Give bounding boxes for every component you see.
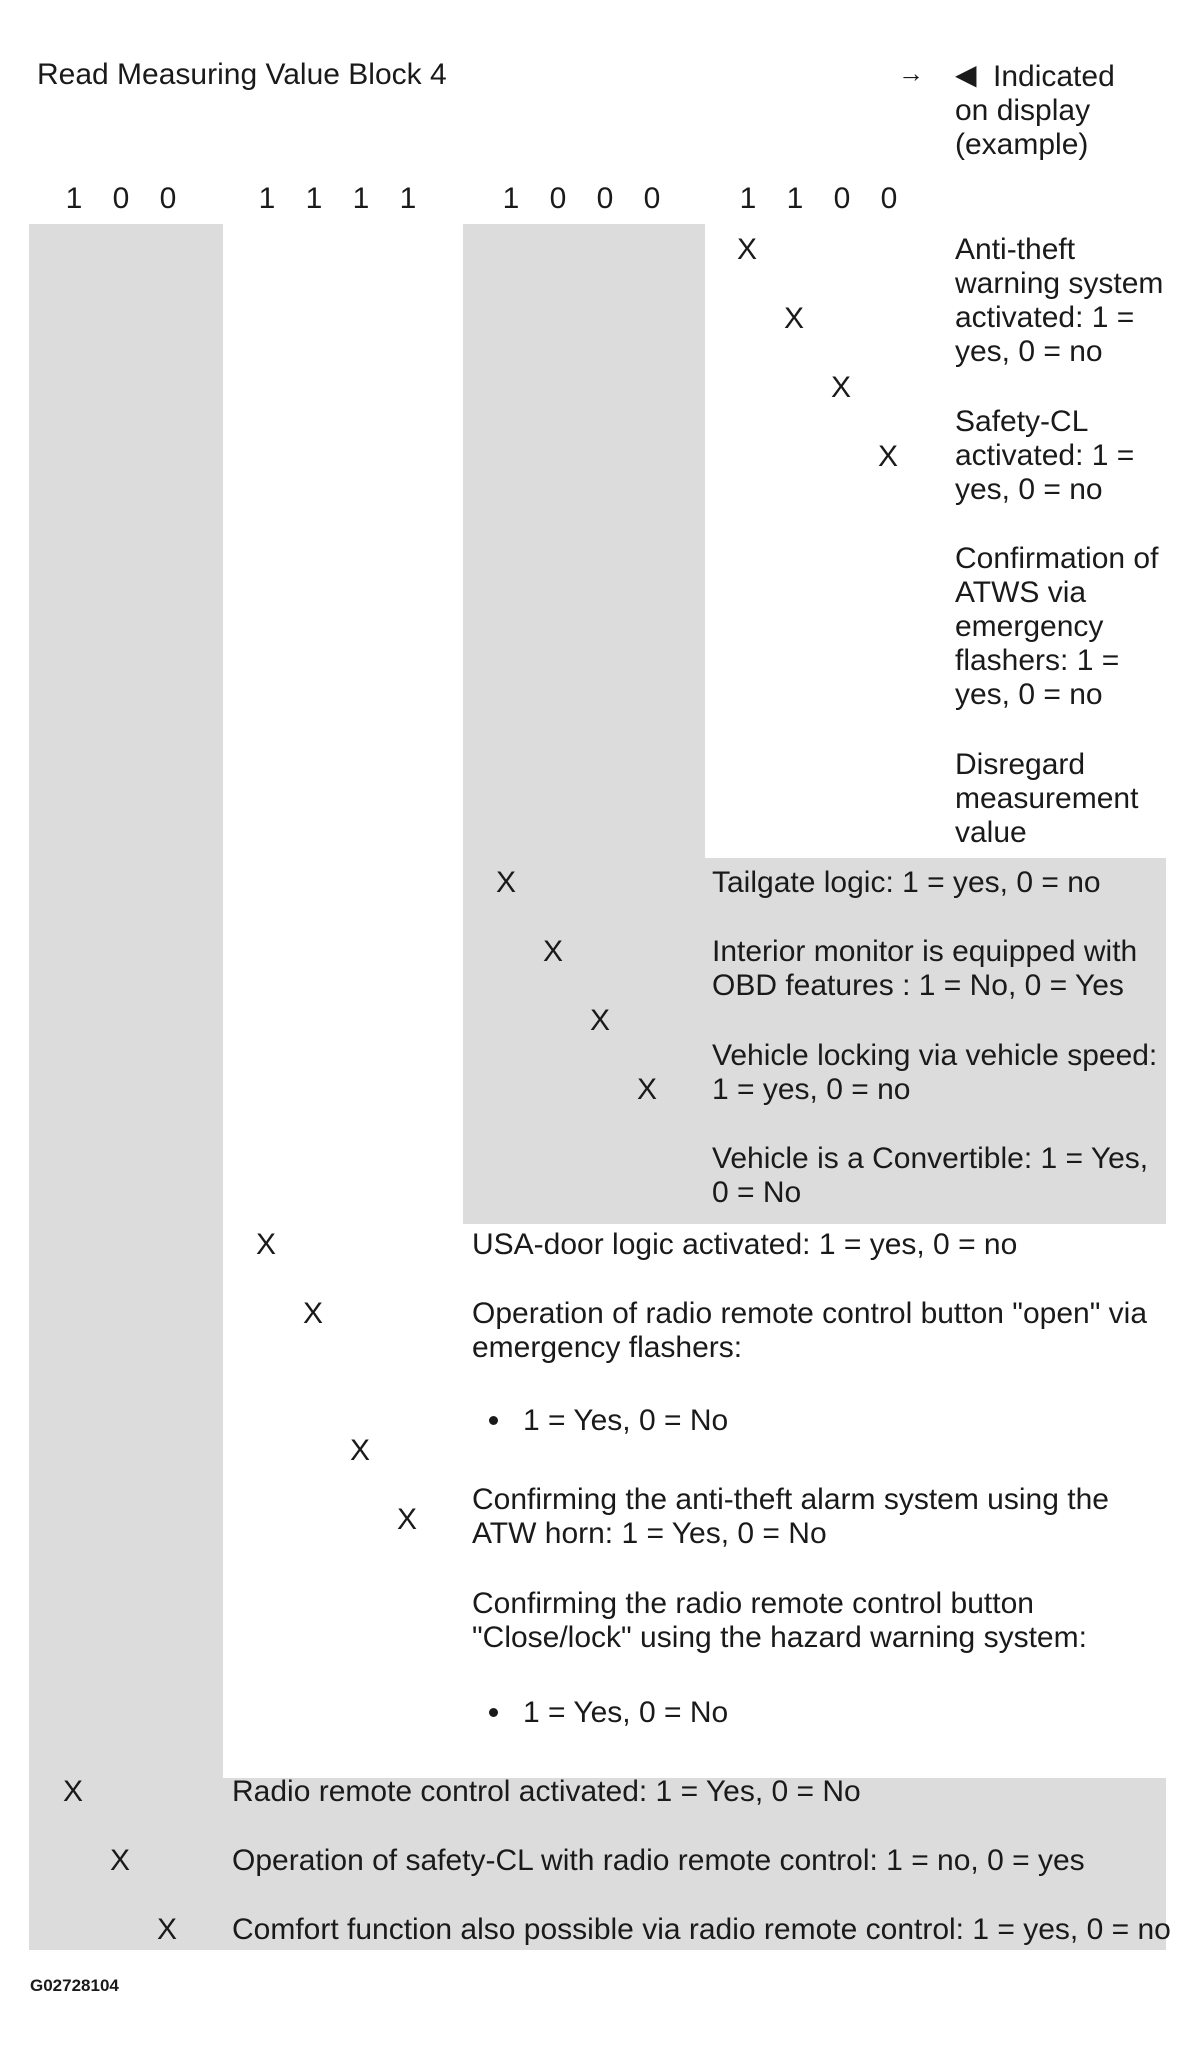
group3-shade-column [463,224,705,858]
description: Radio remote control activated: 1 = Yes, 0 = No [232,1775,861,1808]
x-mark: X [397,1503,418,1536]
digit: 0 [880,182,898,215]
description: Vehicle locking via vehicle speed: 1 = yes, 0 = no [712,1039,1158,1106]
digit: 1 [65,182,83,215]
digit: 1 [786,182,804,215]
description: Operation of radio remote control button "open" via emergency flashers: [472,1297,1148,1364]
x-mark: X [350,1434,371,1467]
arrow-icon: → [898,58,924,88]
digit: 0 [549,182,567,215]
display-marker-icon: ◀ [955,59,977,90]
digit: 1 [305,182,323,215]
x-mark: X [737,233,758,266]
display-note: Indicated on display (example) [955,60,1115,161]
description-bullet: 1 = Yes, 0 = No [523,1404,729,1437]
description: Confirming the radio remote control button "Close/lock" using the hazard warning system: [472,1587,1087,1654]
digit: 0 [833,182,851,215]
description: Comfort function also possible via radio remote control: 1 = yes, 0 = no [232,1913,1171,1946]
x-mark: X [590,1004,611,1037]
x-mark: X [543,935,564,968]
x-mark: X [63,1775,84,1808]
x-mark: X [784,302,805,335]
x-mark: X [831,371,852,404]
x-mark: X [637,1073,658,1106]
x-mark: X [110,1844,131,1877]
x-mark: X [496,866,517,899]
bullet-icon [489,1416,498,1425]
bullet-icon [489,1708,498,1717]
description: Confirming the anti-theft alarm system using the ATW horn: 1 = Yes, 0 = No [472,1483,1109,1550]
x-mark: X [256,1228,277,1261]
digit: 0 [112,182,130,215]
description: Operation of safety-CL with radio remote control: 1 = no, 0 = yes [232,1844,1085,1877]
x-mark: X [303,1297,324,1330]
digit: 1 [739,182,757,215]
x-mark: X [878,440,899,473]
digit: 1 [399,182,417,215]
group1-shade-column [29,224,223,1778]
digit: 0 [596,182,614,215]
description-bullet: 1 = Yes, 0 = No [523,1696,729,1729]
description: Tailgate logic: 1 = yes, 0 = no [712,866,1101,899]
digit: 0 [643,182,661,215]
figure-id: G02728104 [30,1976,119,1995]
description: Vehicle is a Convertible: 1 = Yes, 0 = No [712,1142,1149,1209]
digit: 1 [258,182,276,215]
description: USA-door logic activated: 1 = yes, 0 = no [472,1228,1018,1261]
x-mark: X [157,1913,178,1946]
description: Safety-CL activated: 1 = yes, 0 = no [955,405,1135,506]
digit: 1 [502,182,520,215]
description: Anti-theft warning system activated: 1 = yes, 0 = no [955,233,1164,368]
description: Confirmation of ATWS via emergency flashers: 1 = yes, 0 = no [955,542,1159,711]
description: Disregard measurement value [955,748,1139,849]
digit: 1 [352,182,370,215]
page-title: Read Measuring Value Block 4 [37,58,447,91]
description: Interior monitor is equipped with OBD features : 1 = No, 0 = Yes [712,935,1138,1002]
digit: 0 [159,182,177,215]
